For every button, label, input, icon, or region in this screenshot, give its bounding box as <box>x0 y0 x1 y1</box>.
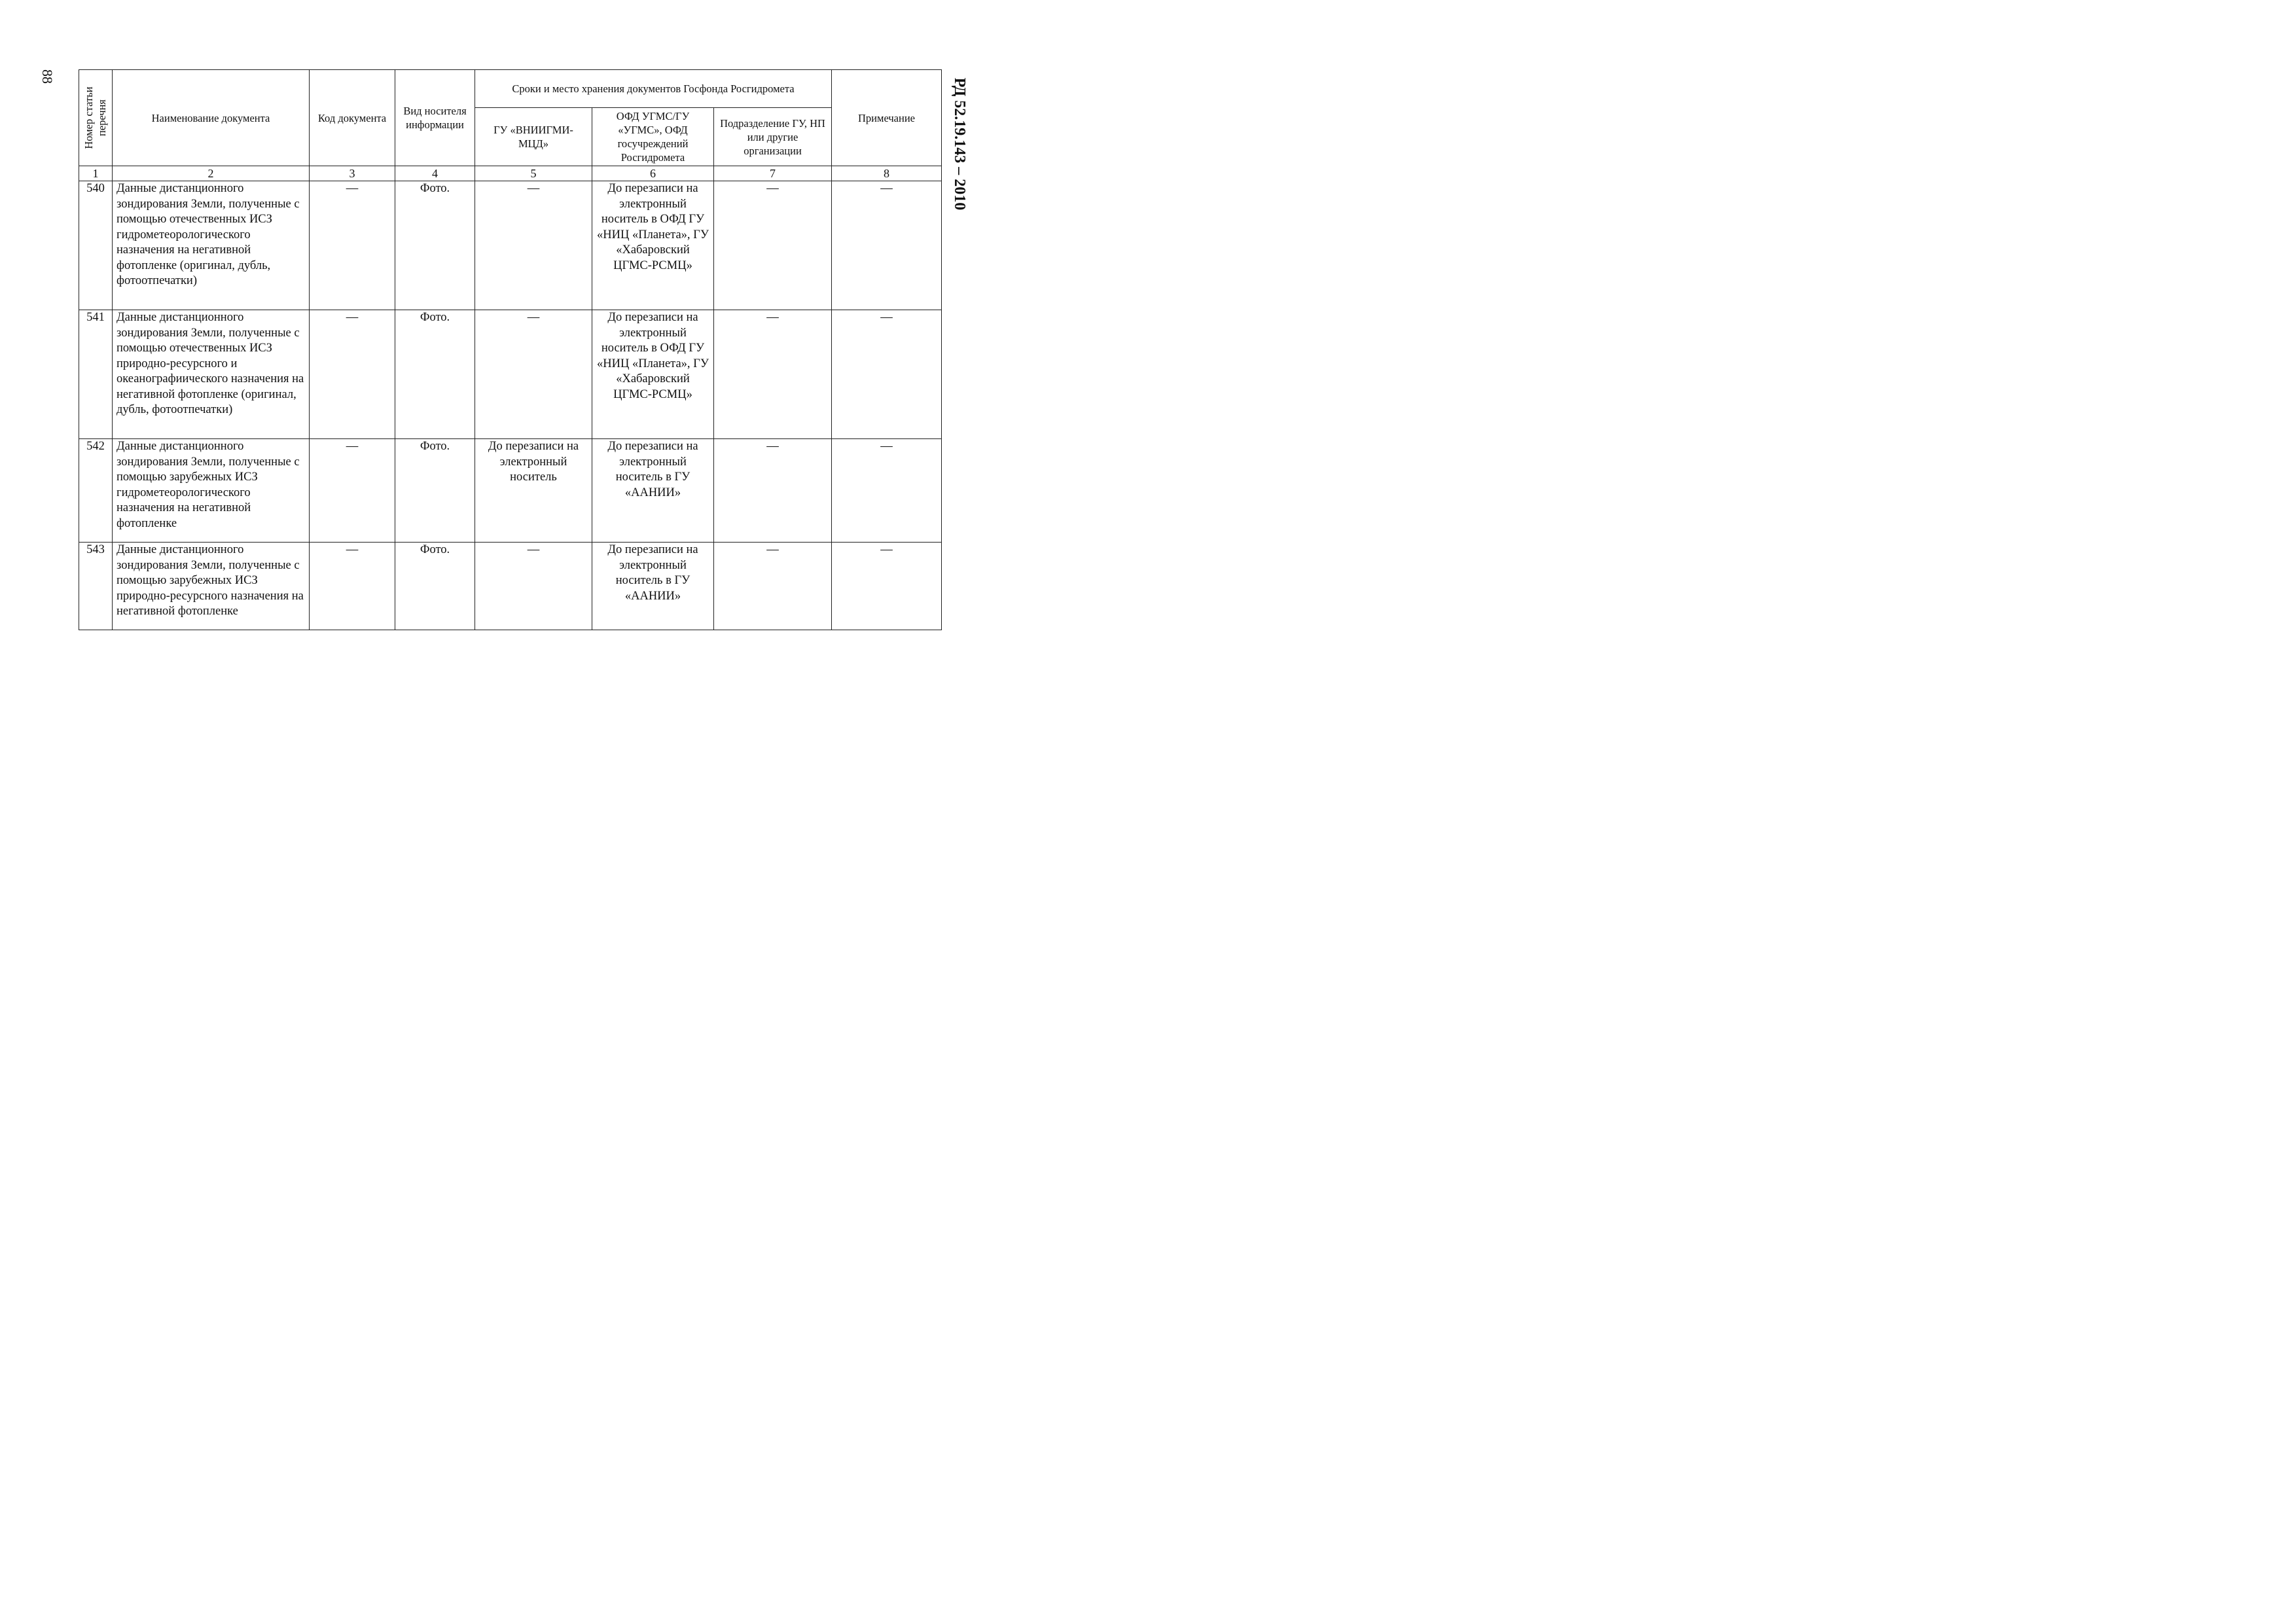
vniigmi-storage: — <box>475 543 592 630</box>
header-vniigmi: ГУ «ВНИИГМИ-МЦД» <box>475 108 592 166</box>
note: — <box>832 310 942 439</box>
carrier-type: Фото. <box>395 439 475 543</box>
document-retention-table <box>79 69 942 630</box>
column-number: 5 <box>475 166 592 181</box>
document-code-cell: — <box>310 310 395 439</box>
header-article-number <box>79 70 113 166</box>
header-document-name: Наименование документа <box>113 70 310 166</box>
document-name: Данные дистанционного зондирования Земли, полученные с помощью отечественных ИСЗ гидрометеорологического назначения на негативной фотопленке (оригинал, дубль, фотоотпечатки) <box>113 181 310 310</box>
column-number: 1 <box>79 166 113 181</box>
column-number: 4 <box>395 166 475 181</box>
table-row <box>79 181 942 310</box>
article-number: 543 <box>79 543 113 630</box>
header-storage-group: Сроки и место хранения документов Госфонда Росгидромета <box>475 70 832 108</box>
column-number: 7 <box>714 166 832 181</box>
note: — <box>832 181 942 310</box>
subdivision-storage: — <box>714 181 832 310</box>
subdivision-storage: — <box>714 439 832 543</box>
carrier-type: Фото. <box>395 181 475 310</box>
vniigmi-storage: — <box>475 181 592 310</box>
column-number: 2 <box>113 166 310 181</box>
document-code-cell: — <box>310 543 395 630</box>
column-number: 6 <box>592 166 714 181</box>
document-name: Данные дистанционного зондирования Земли, полученные с помощью зарубежных ИСЗ гидрометеорологического назначения на негативной фотопленке <box>113 439 310 543</box>
vniigmi-storage: — <box>475 310 592 439</box>
table-row <box>79 543 942 630</box>
subdivision-storage: — <box>714 310 832 439</box>
document-code: РД 52.19.143 – 2010 <box>951 77 968 211</box>
ofd-storage: До перезаписи на электронный носитель в ГУ «ААНИИ» <box>592 439 714 543</box>
document-code-cell: — <box>310 181 395 310</box>
article-number: 540 <box>79 181 113 310</box>
carrier-type: Фото. <box>395 310 475 439</box>
column-number: 8 <box>832 166 942 181</box>
header-row <box>79 70 942 108</box>
header-subdivision: Подразделение ГУ, НП или другие организации <box>714 108 832 166</box>
header-carrier-type: Вид носителя информации <box>395 70 475 166</box>
carrier-type: Фото. <box>395 543 475 630</box>
header-document-code: Код документа <box>310 70 395 166</box>
ofd-storage: До перезаписи на электронный носитель в ОФД ГУ «НИЦ «Планета», ГУ «Хабаровский ЦГМС-РСМЦ» <box>592 310 714 439</box>
note: — <box>832 543 942 630</box>
header-article-number-label: Номер статьи перечня <box>82 86 108 149</box>
article-number: 541 <box>79 310 113 439</box>
header-ofd: ОФД УГМС/ГУ «УГМС», ОФД госучреждений Росгидромета <box>592 108 714 166</box>
subdivision-storage: — <box>714 543 832 630</box>
header-note: Примечание <box>832 70 942 166</box>
table-row <box>79 439 942 543</box>
column-number-row <box>79 166 942 181</box>
document-name: Данные дистанционного зондирования Земли, полученные с помощью зарубежных ИСЗ природно-ресурсного назначения на негативной фотопленке <box>113 543 310 630</box>
column-number: 3 <box>310 166 395 181</box>
document-code-cell: — <box>310 439 395 543</box>
ofd-storage: До перезаписи на электронный носитель в ГУ «ААНИИ» <box>592 543 714 630</box>
vniigmi-storage: До перезаписи на электронный носитель <box>475 439 592 543</box>
table-row <box>79 310 942 439</box>
page-number: 88 <box>39 69 56 84</box>
article-number: 542 <box>79 439 113 543</box>
ofd-storage: До перезаписи на электронный носитель в ОФД ГУ «НИЦ «Планета», ГУ «Хабаровский ЦГМС-РСМЦ» <box>592 181 714 310</box>
note: — <box>832 439 942 543</box>
document-name: Данные дистанционного зондирования Земли, полученные с помощью отечественных ИСЗ природно-ресурсного и океанографиического назначения на негативной фотопленке (оригинал, дубль, фотоотпечатки) <box>113 310 310 439</box>
